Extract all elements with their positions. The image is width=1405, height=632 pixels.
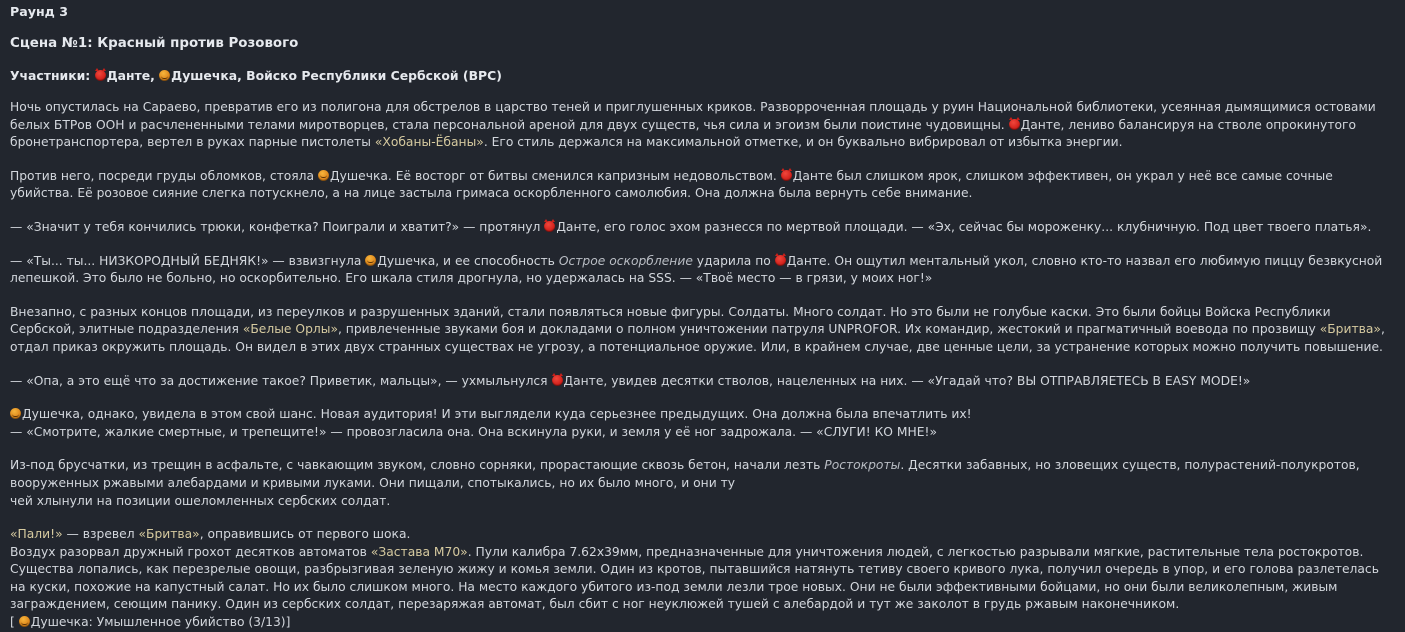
smiling-face-emoji — [19, 616, 30, 627]
achievement-bracket-open: [ — [10, 615, 19, 630]
devil-face-emoji — [544, 221, 555, 232]
participants-label: Участники: — [10, 68, 91, 83]
devil-face-emoji — [95, 70, 106, 81]
devil-face-emoji — [775, 255, 786, 266]
p9-text-b: , оправившись от первого шока. — [199, 527, 411, 542]
p1-text-b: Данте, лениво балансируя на стволе опрокинутого бронетранспортера, вертел в руках парные пистолеты — [10, 117, 1356, 150]
commander-nickname-britva: «Бритва» — [1319, 322, 1381, 337]
p6-text-b: Данте, увидев десятки стволов, нацеленных на них. — «Угадай что? ВЫ ОТПРАВЛЯЕТЕСЬ В EASY MODE!» — [563, 373, 1251, 388]
round-heading: Раунд 3 — [10, 4, 68, 19]
order-fire-quote: «Пали!» — [10, 527, 63, 542]
p10-text-b: . Пули калибра 7.62х39мм, предназначенные для уничтожения людей, с легкостью разрывали мягкие, растительные тела ростокротов. Существа лопались, как перезрелые овощи, разбрызгивая зеленую жижу и комья земли. Один из кротов, пытавшийся натянуть тетиву своего кривого лука, получил очередь в упор, и его голова разлетелась на куски, похожие на капустный салат. Но их было слишком много. На место каждого убитого из-под земли лезли трое новых. Они не были эффективными бойцами, но они были великолепным, живым заграждением, сеющим панику. Один из сербских солдат, перезаряжая автомат, был сбит с ног неуклюжей тушей с алебардой и тут же заколот в грудь ржавым наконечником. — [10, 544, 1379, 612]
devil-face-emoji — [552, 375, 563, 386]
p2-text-b: Душечка. Её восторг от битвы сменился капризным недовольством. — [330, 168, 781, 183]
p7-text-a: Душечка, однако, увидела в этом свой шанс. Новая аудитория! И эти выглядели куда серьезнее предыдущих. Она должна была впечатлить их! — [22, 407, 972, 422]
p4-text-d: Данте. Он ощутил ментальный укол, словно кто-то назвал его любимую пиццу безвкусной лепешкой. Это было не больно, но оскорбительно. Его шкала стиля дрогнула, но удержалась на SSS. — «Твоё место — в грязи, у моих ног!» — [10, 253, 1383, 286]
paragraph-5 — [10, 304, 1395, 357]
weapon-name-hobany: «Хобаны-Ёбаны» — [374, 135, 484, 150]
smiling-face-emoji — [365, 255, 376, 266]
paragraph-4-dialogue — [10, 253, 1395, 288]
ability-name-insult: Острое оскорбление — [558, 253, 693, 268]
p10-text-a: Воздух разорвал дружный грохот десятков автоматов — [10, 544, 371, 559]
paragraph-7 — [10, 406, 1395, 424]
p8-text-a: Из-под брусчатки, из трещин в асфальте, с чавкающим звуком, словно сорняки, прорастающие сквозь бетон, начали лезть — [10, 458, 825, 473]
commander-nickname-britva: «Бритва» — [138, 527, 200, 542]
p9-text-a: — взревел — [62, 527, 139, 542]
smiling-face-emoji — [159, 70, 170, 81]
p8-text-c: чей хлынули на позиции ошеломленных сербских солдат. — [10, 493, 391, 508]
p4-text-a: — «Ты... ты... НИЗКОРОДНЫЙ БЕДНЯК!» — взвизгнула — [10, 253, 366, 268]
paragraph-6-dialogue — [10, 373, 1395, 391]
smiling-face-emoji — [10, 408, 21, 419]
participant-dante: Данте, — [106, 68, 155, 83]
participant-dushechka: Душечка, Войско Республики Сербской (ВРС) — [171, 68, 502, 83]
paragraph-9-dialogue — [10, 526, 1395, 544]
paragraph-7-dialogue — [10, 424, 1395, 442]
paragraph-8 — [10, 457, 1395, 492]
p1-text-a: Ночь опустилась на Сараево, превратив его из полигона для обстрелов в царство теней и приглушенных криков. Разворроченная площадь у руин Национальной библиотеки, усеянная дымящимися остовами белых БТРов ООН и расчлененными телами миротворцев, стала персональной ареной для двух существ, чья сила и эгоизм были поистине чудовищны. — [10, 100, 1376, 132]
smiling-face-emoji — [318, 170, 329, 181]
p7-text-b: — «Смотрите, жалкие смертные, и трепещите!» — провозгласила она. Она вскинула руки, и земля у её ног задрожала. — «СЛУГИ! КО МНЕ!» — [10, 424, 937, 439]
p6-text-a: — «Опа, а это ещё что за достижение такое? Приветик, мальцы», — ухмыльнулся — [10, 373, 552, 388]
devil-face-emoji — [1009, 119, 1020, 130]
p3-text-a: — «Значит у тебя кончились трюки, конфетка? Поиграли и хватит?» — протянул — [10, 219, 545, 234]
achievement-line — [10, 614, 1395, 632]
p1-text-c: . Его стиль держался на максимальной отметке, и он буквально вибрировал от избытка энергии. — [483, 135, 1123, 150]
paragraph-10 — [10, 544, 1395, 614]
weapon-name-zastava: «Застава М70» — [370, 544, 468, 559]
p3-text-b: Данте, его голос эхом разнесся по мертвой площади. — «Эх, сейчас бы мороженку... клубничную. Под цвет твоего платья». — [556, 219, 1372, 234]
p4-text-b: Душечка, и ее способность — [377, 253, 559, 268]
scene-heading: Сцена №1: Красный против Розового — [10, 36, 299, 51]
paragraph-2 — [10, 168, 1395, 203]
p5-text-a: Внезапно, с разных концов площади, из переулков и разрушенных зданий, стали появляться новые фигуры. Солдаты. Много солдат. Но это были не голубые каски. Это были бойцы Войска Республики Сербской, элитные подразделения — [10, 304, 1331, 337]
p5-text-c: , отдал приказ окружить площадь. Он видел в этих двух странных существах не угрозу, а потенциальное оружие. Или, в крайнем случае, две ценные цели, за устранение которых можно получить повышение. — [10, 322, 1385, 354]
devil-face-emoji — [781, 170, 792, 181]
creature-name-rostokroty: Ростокроты — [824, 458, 901, 473]
paragraph-3-dialogue — [10, 219, 1395, 237]
p2-text-c: Данте был слишком ярок, слишком эффективен, он украл у неё все самые сочные убийства. Её розовое сияние слегка потускнело, а на лице застыла гримаса оскорбленного самолюбия. Она должна была вернуть себе внимание. — [10, 168, 1333, 201]
paragraph-1 — [10, 99, 1395, 152]
p2-text-a: Против него, посреди груды обломков, стояла — [10, 168, 318, 183]
p5-text-b: , привлеченные звуками боя и докладами о полном уничтожении патруля UNPROFOR. Их командир, жестокий и прагматичный воевода по прозвищу — [337, 322, 1320, 337]
participants-line — [10, 68, 1395, 83]
unit-name-white-eagles: «Белые Орлы» — [242, 322, 338, 337]
p4-text-c: ударила по — [692, 253, 775, 268]
achievement-text: Душечка: Умышленное убийство (3/13)] — [30, 615, 291, 630]
paragraph-8-continuation — [10, 493, 1395, 511]
p8-text-b: . Десятки забавных, но зловещих существ, полурастений-полукротов, вооруженных ржавыми алебардами и кривыми луками. Они пищали, спотыкались, но их было много, и они ту — [10, 458, 1360, 490]
